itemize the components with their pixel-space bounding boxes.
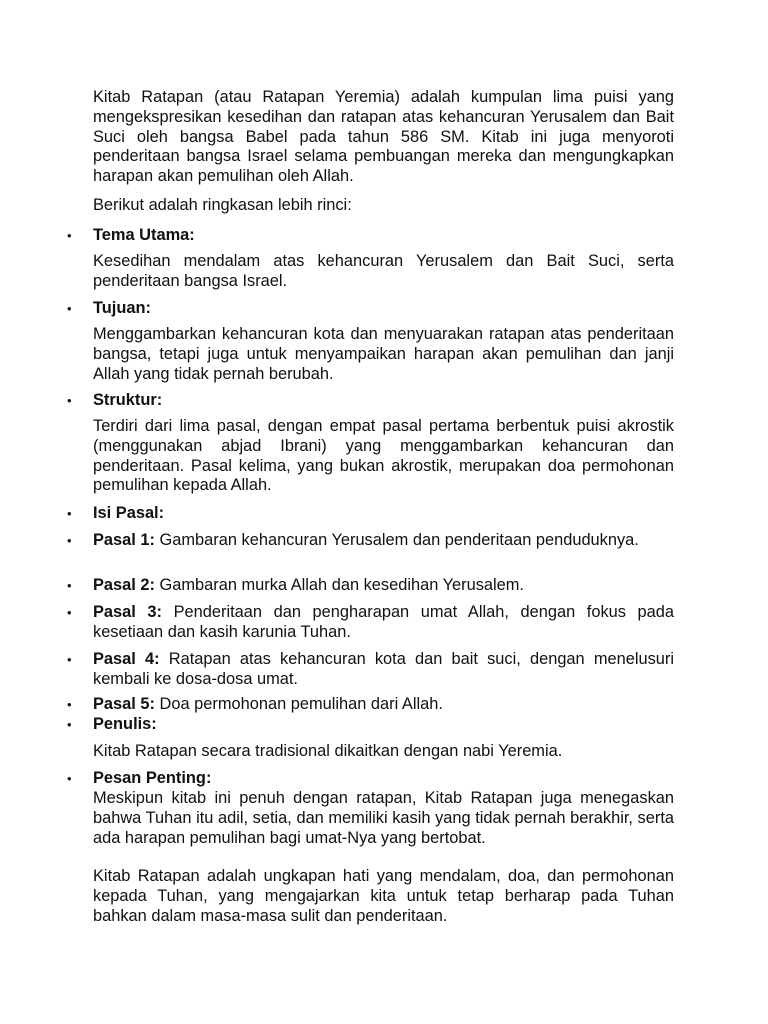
pasal-1-item: Pasal 1: Gambaran kehancuran Yerusalem dan penderitaan penduduknya. xyxy=(93,531,639,549)
closing-paragraph: Kitab Ratapan adalah ungkapan hati yang mendalam, doa, dan permohonan kepada Tuhan, yang mengajarkan kita untuk tetap berharap pada Tuhan bahkan dalam masa-masa sulit dan penderitaan. xyxy=(93,867,674,925)
penulis-heading: Penulis: xyxy=(93,715,157,733)
pasal-4-item: Pasal 4: Ratapan atas kehancuran kota dan bait suci, dengan menelusuri kembali ke dosa-dosa umat. xyxy=(93,650,674,688)
tema-heading: Tema Utama: xyxy=(93,226,195,244)
tujuan-text: Menggambarkan kehancuran kota dan menyuarakan ratapan atas penderitaan bangsa, tetapi juga untuk menyampaikan harapan akan pemulihan dan janji Allah yang tidak pernah berubah. xyxy=(93,325,674,383)
pesan-text: Meskipun kitab ini penuh dengan ratapan, Kitab Ratapan juga menegaskan bahwa Tuhan itu adil, setia, dan memiliki kasih yang tidak pernah berakhir, serta ada harapan pemulihan bagi umat-Nya yang bertobat. xyxy=(93,789,674,847)
intro-paragraph: Kitab Ratapan (atau Ratapan Yeremia) adalah kumpulan lima puisi yang mengekspresikan kesedihan dan ratapan atas kehancuran Yerusalem dan Bait Suci oleh bangsa Babel pada tahun 586 SM. Kitab ini juga menyoroti penderitaan bangsa Israel selama pembuangan mereka dan mengungkapkan harapan akan pemulihan oleh Allah. xyxy=(93,88,674,186)
penulis-text: Kitab Ratapan secara tradisional dikaitkan dengan nabi Yeremia. xyxy=(93,742,563,760)
summary-lead: Berikut adalah ringkasan lebih rinci: xyxy=(93,196,352,214)
pasal-5-item: Pasal 5: Doa permohonan pemulihan dari Allah. xyxy=(93,695,443,713)
bullet-tujuan: • xyxy=(67,301,72,316)
pesan-heading: Pesan Penting: xyxy=(93,769,212,787)
bullet-pasal-1: • xyxy=(67,533,72,548)
bullet-pasal-5: • xyxy=(67,697,72,712)
bullet-pesan: • xyxy=(67,771,72,786)
tujuan-heading: Tujuan: xyxy=(93,299,151,317)
bullet-pasal-4: • xyxy=(67,652,72,667)
tema-text: Kesedihan mendalam atas kehancuran Yerusalem dan Bait Suci, serta penderitaan bangsa Israel. xyxy=(93,252,674,290)
pasal-3-item: Pasal 3: Penderitaan dan pengharapan umat Allah, dengan fokus pada kesetiaan dan kasih karunia Tuhan. xyxy=(93,603,675,641)
bullet-pasal-3: • xyxy=(67,605,72,620)
struktur-text: Terdiri dari lima pasal, dengan empat pasal pertama berbentuk puisi akrostik (menggunakan abjad Ibrani) yang menggambarkan kehancuran dan penderitaan. Pasal kelima, yang bukan akrostik, merupakan doa permohonan pemulihan kepada Allah. xyxy=(93,417,674,495)
bullet-penulis: • xyxy=(67,717,72,732)
struktur-heading: Struktur: xyxy=(93,391,163,409)
pasal-2-item: Pasal 2: Gambaran murka Allah dan kesedihan Yerusalem. xyxy=(93,576,524,594)
isi-heading: Isi Pasal: xyxy=(93,504,165,522)
bullet-pasal-2: • xyxy=(67,578,72,593)
bullet-struktur: • xyxy=(67,393,72,408)
bullet-tema: • xyxy=(67,228,72,243)
bullet-isi: • xyxy=(67,506,72,521)
